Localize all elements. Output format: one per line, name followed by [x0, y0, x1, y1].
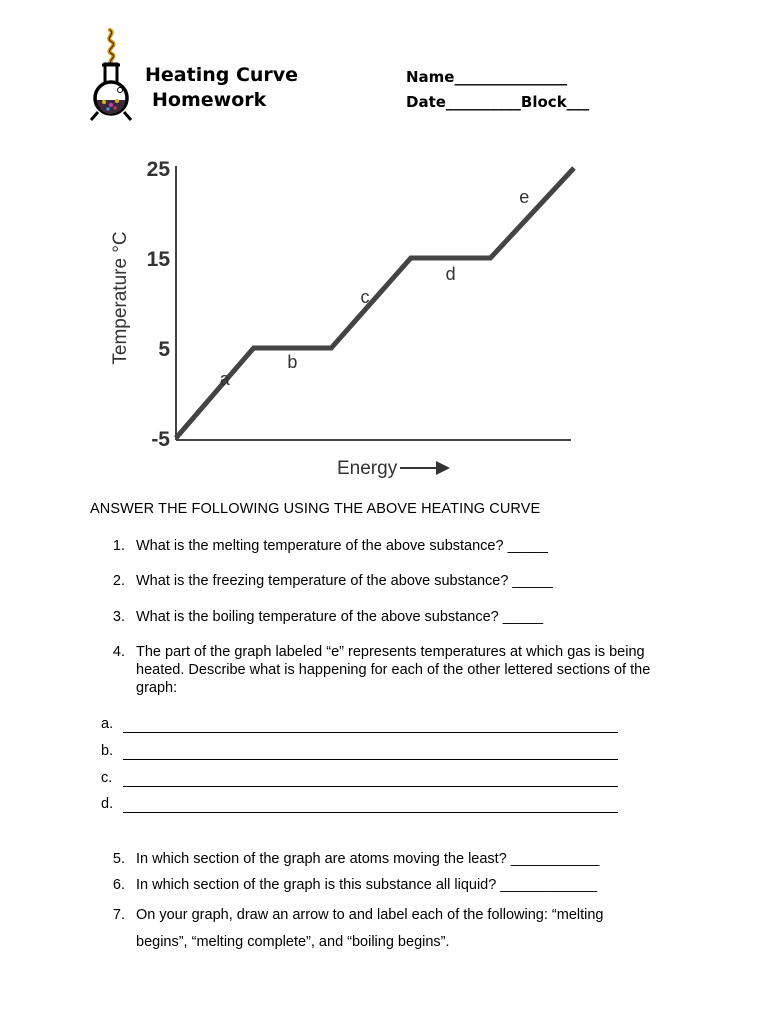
question-number: 6.	[112, 877, 125, 893]
question-number: 2.	[112, 573, 125, 589]
flask-icon	[86, 28, 138, 122]
answer-line-c[interactable]	[0, 770, 768, 790]
question-text: In which section of the graph are atoms moving the least? ___________	[136, 851, 600, 867]
x-axis-arrow-icon	[400, 461, 450, 475]
question-text: What is the boiling temperature of the above substance? _____	[136, 609, 544, 625]
heating-curve-line	[176, 168, 574, 438]
answer-line-b[interactable]	[0, 743, 768, 763]
answer-line-a[interactable]	[0, 716, 768, 736]
answer-blank[interactable]	[123, 811, 618, 813]
heating-curve-chart	[96, 140, 596, 490]
answer-blank[interactable]	[123, 731, 618, 733]
answer-label: d.	[101, 796, 114, 812]
question-text: In which section of the graph is this substance all liquid? ____________	[136, 877, 598, 893]
question-text: The part of the graph labeled “e” represents temperatures at which gas is being heated. Describe what is happening for each of the other lettered sections of the graph:	[136, 644, 651, 696]
answer-line-d[interactable]	[0, 796, 768, 816]
question-number: 5.	[112, 851, 125, 867]
question-number: 4.	[112, 644, 125, 660]
y-tick-label: 5	[158, 338, 170, 361]
answer-label: a.	[101, 716, 114, 732]
answer-label: b.	[101, 743, 114, 759]
question-text: On your graph, draw an arrow to and label each of the following: “melting begins”, “melting complete”, and “boiling begins”.	[136, 907, 604, 950]
name-field[interactable]: Name_______________	[406, 68, 567, 86]
question-number: 3.	[112, 609, 125, 625]
y-tick-label: 25	[146, 158, 170, 181]
question-text: What is the melting temperature of the above substance? _____	[136, 538, 548, 554]
instructions: ANSWER THE FOLLOWING USING THE ABOVE HEATING CURVE	[90, 501, 541, 517]
question-text: What is the freezing temperature of the above substance? _____	[136, 573, 553, 589]
page-title-line1: Heating Curve	[145, 64, 299, 86]
answer-label: c.	[101, 770, 113, 786]
segment-label-d: d	[445, 264, 456, 284]
answer-blank[interactable]	[123, 785, 618, 787]
segment-label-b: b	[287, 352, 298, 372]
segment-label-c: c	[360, 287, 370, 307]
segment-label-a: a	[219, 369, 230, 389]
x-axis-label: Energy	[337, 458, 398, 479]
question-number: 7.	[112, 907, 125, 923]
y-tick-label: 15	[146, 248, 170, 271]
question-number: 1.	[112, 538, 125, 554]
date-block-field[interactable]: Date__________Block___	[406, 93, 590, 111]
y-axis-label: Temperature °C	[110, 231, 131, 365]
page-title-line2: Homework	[152, 89, 267, 111]
y-tick-label: -5	[151, 428, 170, 451]
segment-label-e: e	[519, 187, 530, 207]
answer-blank[interactable]	[123, 758, 618, 760]
